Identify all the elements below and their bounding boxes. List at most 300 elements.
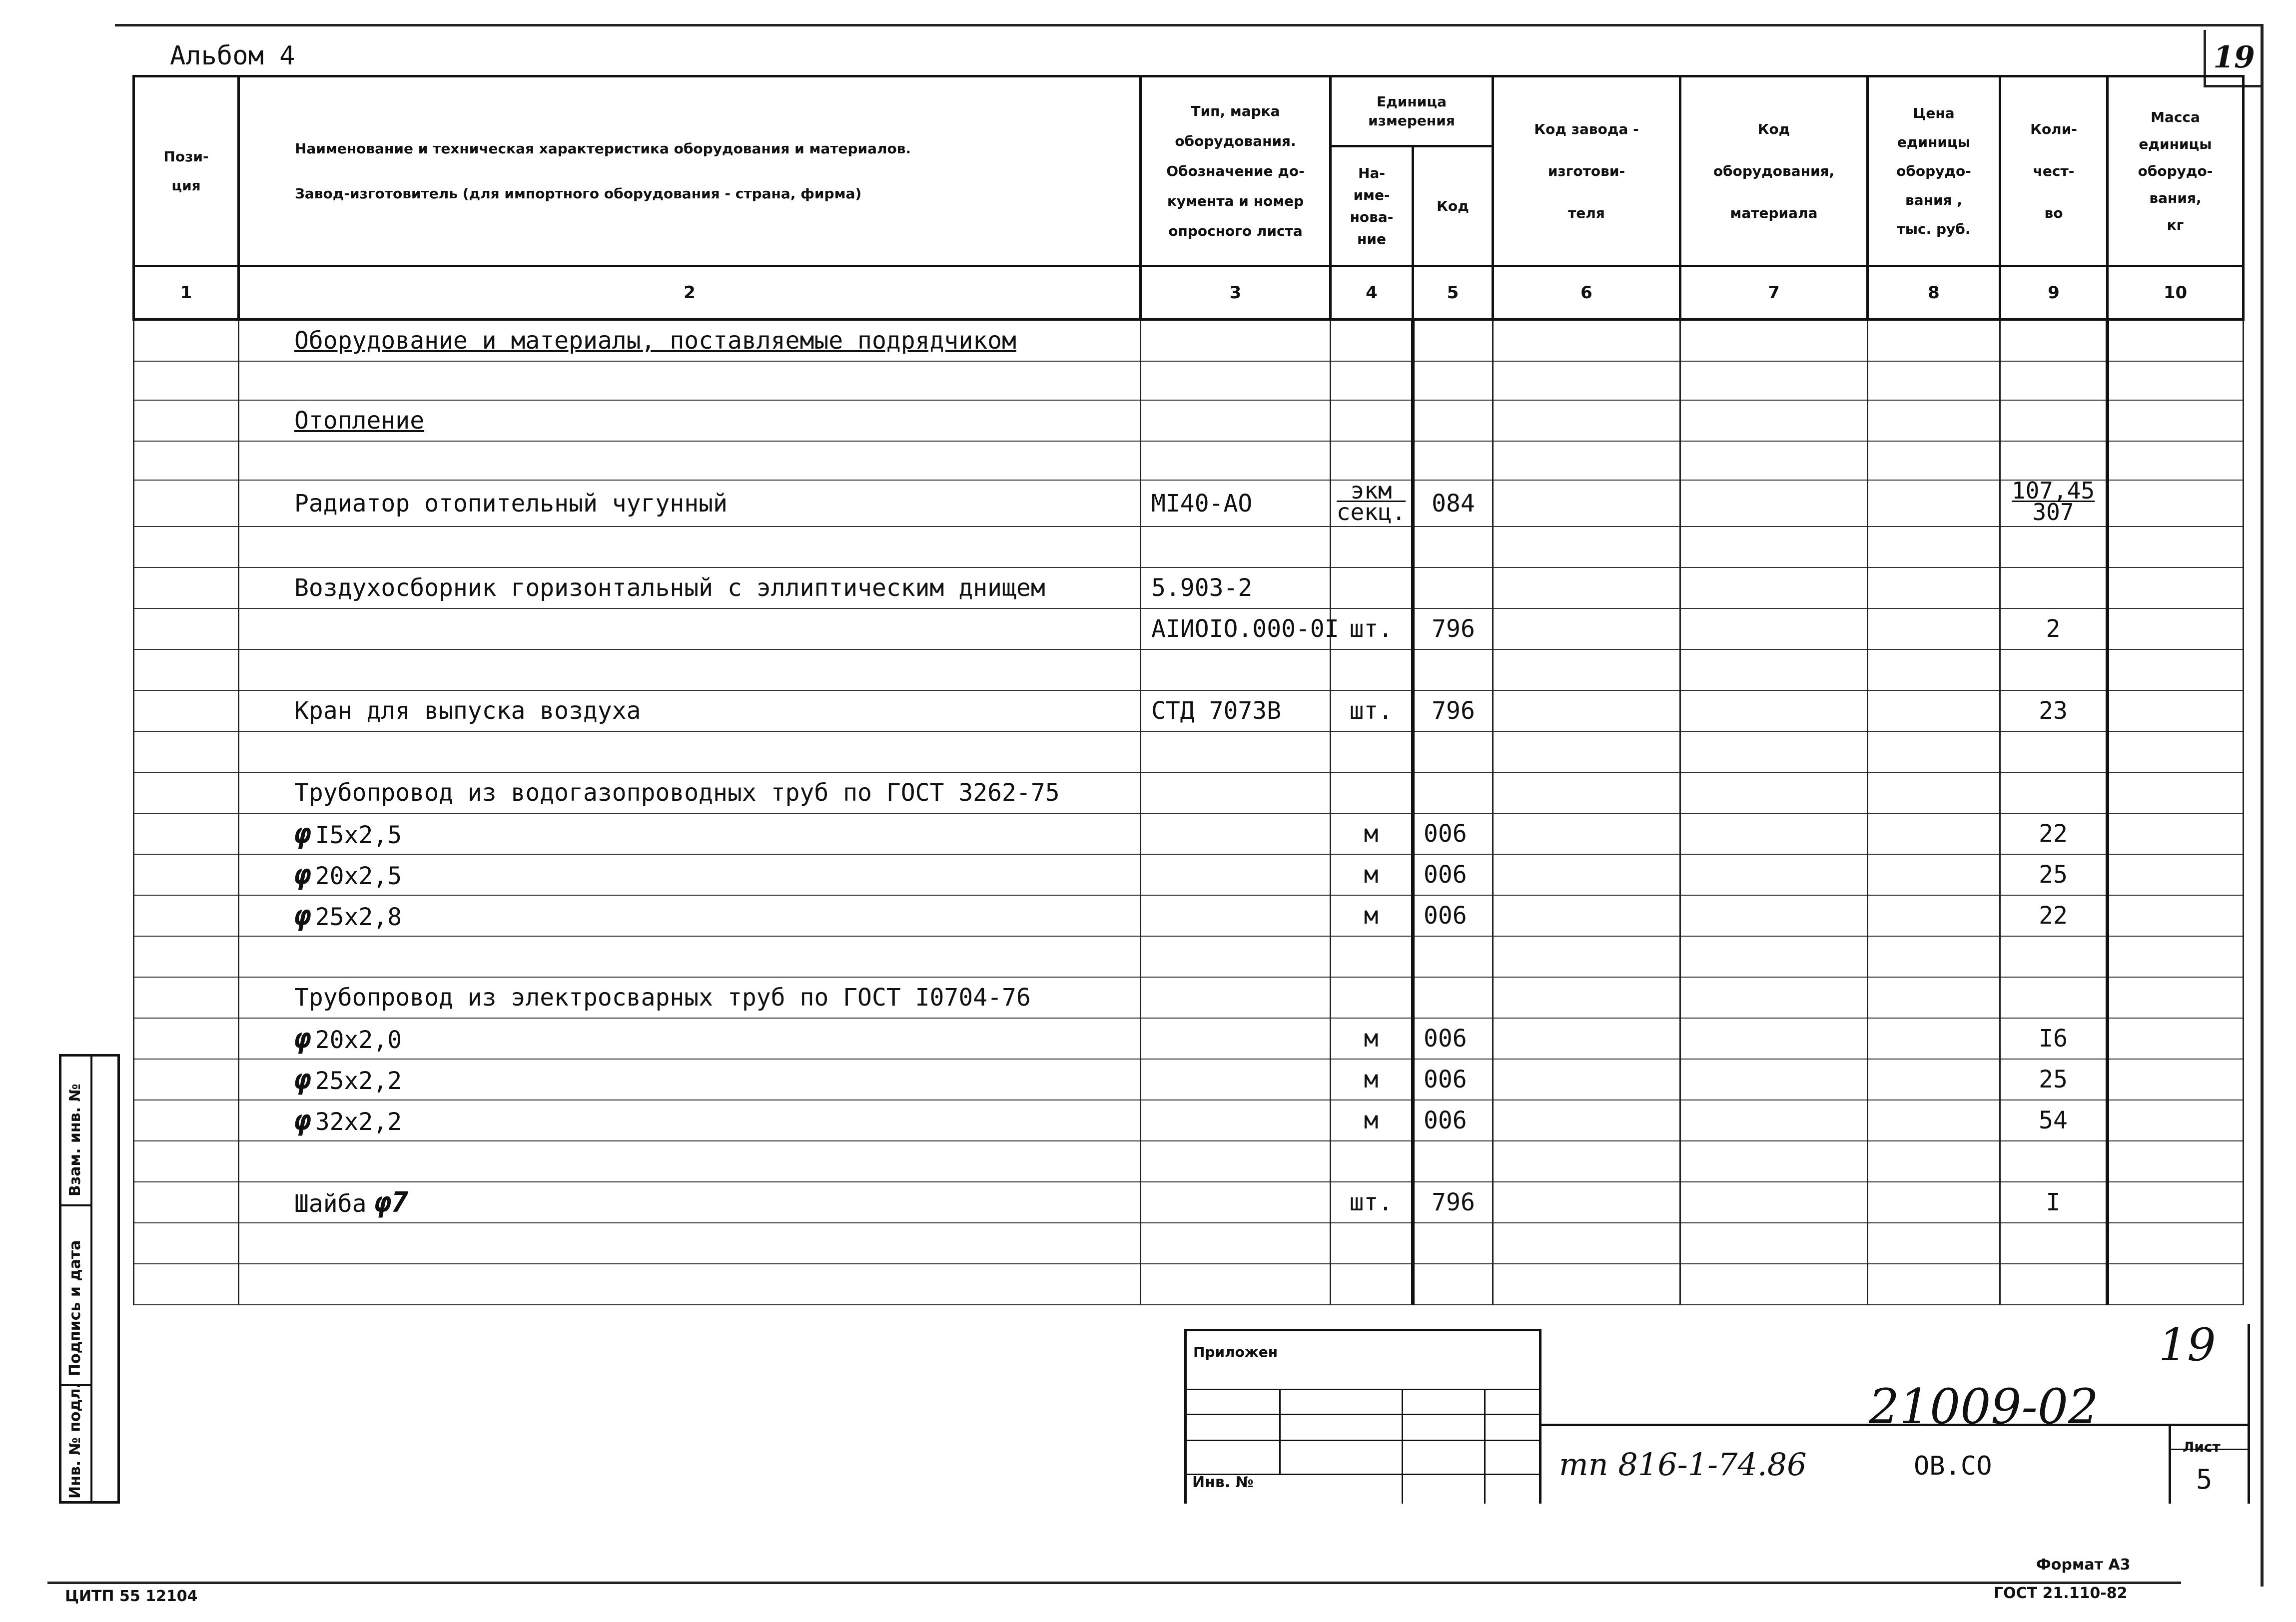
list-value: 5	[2196, 1464, 2213, 1495]
cell-type	[1141, 1182, 1331, 1223]
cell-unit-code: 006	[1413, 1100, 1493, 1141]
cell-mass	[2108, 1141, 2244, 1182]
cell-quantity: 25	[2000, 1059, 2108, 1100]
cell-mass	[2108, 1223, 2244, 1264]
ov-code: ОВ.СО	[1914, 1451, 1992, 1481]
cell-unit-code	[1413, 1141, 1493, 1182]
cell-mass	[2108, 1182, 2244, 1223]
cell-type	[1141, 361, 1331, 400]
cell-unit	[1331, 1223, 1413, 1264]
item-name: Кран для выпуска воздуха	[294, 697, 641, 725]
cell-factory-code	[1493, 400, 1680, 441]
cell-unit-code	[1413, 1223, 1493, 1264]
cell-position	[134, 895, 239, 936]
side-stamp	[59, 1054, 120, 1504]
cell-equipment-code	[1680, 441, 1868, 480]
cell-equipment-code	[1680, 1100, 1868, 1141]
table-row	[134, 690, 2244, 731]
cell-price	[1868, 1264, 2000, 1305]
item-name: Трубопровод из водогазопроводных труб по ГОСТ 3262-75	[294, 779, 1060, 807]
cell-position	[134, 1141, 239, 1182]
cell-unit-code: 006	[1413, 1059, 1493, 1100]
cell-unit	[1331, 400, 1413, 441]
cell-price	[1868, 361, 2000, 400]
pipe-size: 25x2,8	[315, 903, 402, 931]
cell-name	[239, 480, 1141, 527]
cell-factory-code	[1493, 361, 1680, 400]
cell-factory-code	[1493, 1100, 1680, 1141]
cell-quantity	[2000, 361, 2108, 400]
washer-diameter: φ7	[374, 1186, 408, 1219]
cell-factory-code	[1493, 895, 1680, 936]
table-row	[134, 895, 2244, 936]
col-num-9: 9	[2000, 266, 2108, 320]
header-price: Цена единицы оборудо- вания , тыс. руб.	[1868, 76, 2000, 266]
cell-price	[1868, 977, 2000, 1018]
cell-equipment-code	[1680, 1182, 1868, 1223]
cell-factory-code	[1493, 772, 1680, 813]
cell-quantity	[2000, 936, 2108, 977]
cell-unit: шт.	[1331, 690, 1413, 731]
cell-type	[1141, 1018, 1331, 1059]
pipe-size: 25x2,2	[315, 1067, 402, 1095]
cell-equipment-code	[1680, 936, 1868, 977]
cell-unit	[1331, 361, 1413, 400]
cell-type	[1141, 977, 1331, 1018]
cell-type	[1141, 854, 1331, 895]
table-row	[134, 480, 2244, 527]
header-factory-code: Код завода - изготови- теля	[1493, 76, 1680, 266]
cell-position	[134, 441, 239, 480]
cell-factory-code	[1493, 690, 1680, 731]
header-unit-name: На- име- нова- ние	[1331, 146, 1413, 266]
diameter-symbol: φ	[294, 1063, 311, 1096]
cell-name	[239, 690, 1141, 731]
table-row	[134, 441, 2244, 480]
cell-quantity: I6	[2000, 1018, 2108, 1059]
cell-position	[134, 400, 239, 441]
cell-quantity	[2000, 1141, 2108, 1182]
col-num-7: 7	[1680, 266, 1868, 320]
cell-position	[134, 1018, 239, 1059]
header-mass: Масса единицы оборудо- вания, кг	[2108, 76, 2244, 266]
cell-name	[239, 813, 1141, 854]
table-row	[134, 977, 2244, 1018]
cell-mass	[2108, 608, 2244, 649]
inv-no-label: Инв. №	[1192, 1474, 1254, 1491]
cell-equipment-code	[1680, 895, 1868, 936]
cell-equipment-code	[1680, 400, 1868, 441]
cell-equipment-code	[1680, 649, 1868, 690]
cell-unit	[1331, 1141, 1413, 1182]
header-unit-group: Единица измерения	[1331, 76, 1493, 146]
cell-mass	[2108, 1264, 2244, 1305]
cell-mass	[2108, 1100, 2244, 1141]
cell-mass	[2108, 977, 2244, 1018]
cell-name	[239, 608, 1141, 649]
cell-name	[239, 527, 1141, 567]
col-num-10: 10	[2108, 266, 2244, 320]
cell-price	[1868, 1059, 2000, 1100]
cell-unit: м	[1331, 895, 1413, 936]
table-row	[134, 527, 2244, 567]
cell-mass	[2108, 361, 2244, 400]
cell-type	[1141, 772, 1331, 813]
cell-unit-code	[1413, 731, 1493, 772]
diameter-symbol: φ	[294, 817, 311, 850]
cell-mass	[2108, 895, 2244, 936]
specification-table	[132, 75, 2245, 1305]
document-number: 21009-02	[1869, 1379, 2099, 1435]
cell-type	[1141, 400, 1331, 441]
header-unit-code: Код	[1413, 146, 1493, 266]
item-name: Оборудование и материалы, поставляемые подрядчиком	[294, 327, 1016, 355]
qty-top: 107,45	[2011, 477, 2095, 504]
cell-name	[239, 1100, 1141, 1141]
cell-price	[1868, 400, 2000, 441]
cell-equipment-code	[1680, 1264, 1868, 1305]
cell-name	[239, 772, 1141, 813]
table-row	[134, 361, 2244, 400]
cell-position	[134, 1059, 239, 1100]
cell-factory-code	[1493, 1223, 1680, 1264]
cell-name	[239, 854, 1141, 895]
cell-factory-code	[1493, 1059, 1680, 1100]
col-num-1: 1	[134, 266, 239, 320]
table-row	[134, 1141, 2244, 1182]
cell-quantity: 22	[2000, 895, 2108, 936]
diameter-symbol: φ	[294, 899, 311, 932]
cell-name	[239, 1018, 1141, 1059]
cell-type	[1141, 1264, 1331, 1305]
cell-name	[239, 1059, 1141, 1100]
cell-price	[1868, 441, 2000, 480]
qty-bottom: 307	[2032, 499, 2074, 526]
cell-unit	[1331, 649, 1413, 690]
cell-quantity	[2000, 772, 2108, 813]
header-position: Пози- ция	[134, 76, 239, 266]
cell-equipment-code	[1680, 480, 1868, 527]
cell-equipment-code	[1680, 320, 1868, 362]
cell-name	[239, 567, 1141, 608]
cell-position	[134, 567, 239, 608]
cell-unit: м	[1331, 813, 1413, 854]
cell-mass	[2108, 731, 2244, 772]
cell-equipment-code	[1680, 731, 1868, 772]
cell-mass	[2108, 813, 2244, 854]
cell-unit: м	[1331, 1018, 1413, 1059]
cell-quantity	[2000, 477, 2108, 527]
cell-mass	[2108, 400, 2244, 441]
table-row	[134, 1223, 2244, 1264]
cell-equipment-code	[1680, 527, 1868, 567]
title-corner-number: 19	[2159, 1319, 2216, 1371]
side-label-inv-podl: Инв. № подл.	[66, 1382, 84, 1499]
cell-type	[1141, 1100, 1331, 1141]
cell-unit-code	[1413, 936, 1493, 977]
cell-mass	[2108, 441, 2244, 480]
cell-price	[1868, 772, 2000, 813]
cell-unit-code	[1413, 567, 1493, 608]
cell-position	[134, 361, 239, 400]
cell-price	[1868, 936, 2000, 977]
sheet-corner-number: 19	[2204, 30, 2262, 87]
cell-mass	[2108, 320, 2244, 362]
cell-factory-code	[1493, 1182, 1680, 1223]
list-label: Лист	[2183, 1439, 2221, 1455]
cell-position	[134, 1182, 239, 1223]
cell-quantity	[2000, 1264, 2108, 1305]
cell-factory-code	[1493, 1264, 1680, 1305]
cell-unit-code: 006	[1413, 854, 1493, 895]
header-equipment-code: Код оборудования, материала	[1680, 76, 1868, 266]
cell-type: МI40-АО	[1141, 480, 1331, 527]
cell-mass	[2108, 1059, 2244, 1100]
cell-quantity	[2000, 527, 2108, 567]
unit-top: экм	[1337, 481, 1406, 502]
side-label-podpis: Подпись и дата	[66, 1240, 84, 1376]
specification-body	[134, 320, 2244, 1305]
cell-equipment-code	[1680, 1223, 1868, 1264]
cell-name	[239, 977, 1141, 1018]
format-label: Формат А3	[2036, 1556, 2131, 1574]
cell-unit-code	[1413, 441, 1493, 480]
cell-position	[134, 690, 239, 731]
cell-name	[239, 1182, 1141, 1223]
cell-unit: м	[1331, 1059, 1413, 1100]
cell-position	[134, 480, 239, 527]
cell-unit-code	[1413, 772, 1493, 813]
cell-position	[134, 813, 239, 854]
cell-name	[239, 320, 1141, 362]
cell-position	[134, 936, 239, 977]
cell-unit-code: 796	[1413, 690, 1493, 731]
cell-quantity	[2000, 649, 2108, 690]
cell-position	[134, 1264, 239, 1305]
cell-name	[239, 731, 1141, 772]
cell-factory-code	[1493, 649, 1680, 690]
cell-factory-code	[1493, 441, 1680, 480]
cell-price	[1868, 1182, 2000, 1223]
cell-type: АIИОIО.000-0I	[1141, 608, 1331, 649]
col-num-4: 4	[1331, 266, 1413, 320]
side-label-vzam: Взам. инв. №	[66, 1083, 84, 1196]
cell-position	[134, 854, 239, 895]
table-row	[134, 772, 2244, 813]
cell-type	[1141, 895, 1331, 936]
side-cell-vzam	[61, 1057, 90, 1206]
cell-position	[134, 320, 239, 362]
cell-unit-code: 006	[1413, 895, 1493, 936]
cell-name	[239, 361, 1141, 400]
col-num-8: 8	[1868, 266, 2000, 320]
table-row	[134, 1264, 2244, 1305]
cell-quantity	[2000, 1223, 2108, 1264]
cell-position	[134, 1100, 239, 1141]
cell-position	[134, 608, 239, 649]
col-num-6: 6	[1493, 266, 1680, 320]
cell-price	[1868, 690, 2000, 731]
cell-factory-code	[1493, 731, 1680, 772]
item-name: Воздухосборник горизонтальный с эллиптическим днищем	[294, 574, 1045, 602]
cell-price	[1868, 320, 2000, 362]
cell-price	[1868, 567, 2000, 608]
table-row	[134, 400, 2244, 441]
cell-unit	[1331, 527, 1413, 567]
cell-equipment-code	[1680, 690, 1868, 731]
cell-equipment-code	[1680, 361, 1868, 400]
cell-quantity	[2000, 320, 2108, 362]
pipe-size: 20x2,5	[315, 862, 402, 890]
cell-equipment-code	[1680, 1141, 1868, 1182]
cell-mass	[2108, 649, 2244, 690]
cell-unit-code: 006	[1413, 1018, 1493, 1059]
col-num-3: 3	[1141, 266, 1331, 320]
gost-label: ГОСТ 21.110-82	[1994, 1585, 2128, 1602]
cell-quantity: I	[2000, 1182, 2108, 1223]
cell-name	[239, 895, 1141, 936]
cell-quantity: 54	[2000, 1100, 2108, 1141]
cell-quantity	[2000, 441, 2108, 480]
cell-name	[239, 649, 1141, 690]
cell-unit: м	[1331, 854, 1413, 895]
cell-equipment-code	[1680, 772, 1868, 813]
cell-quantity	[2000, 567, 2108, 608]
cell-mass	[2108, 854, 2244, 895]
cell-position	[134, 1223, 239, 1264]
cell-equipment-code	[1680, 854, 1868, 895]
cell-quantity: 2	[2000, 608, 2108, 649]
item-name: Трубопровод из электросварных труб по ГОСТ I0704-76	[294, 984, 1031, 1012]
cell-equipment-code	[1680, 608, 1868, 649]
cell-price	[1868, 1223, 2000, 1264]
cell-unit-code: 796	[1413, 1182, 1493, 1223]
cell-mass	[2108, 567, 2244, 608]
cell-type	[1141, 936, 1331, 977]
prilozhen-label: Приложен	[1193, 1344, 1278, 1360]
cell-factory-code	[1493, 527, 1680, 567]
header-name: Наименование и техническая характеристика оборудования и материалов. Завод-изготовитель (для импортного оборудования - страна, фирма)	[239, 76, 1141, 266]
col-num-5: 5	[1413, 266, 1493, 320]
table-row	[134, 567, 2244, 608]
diameter-symbol: φ	[294, 858, 311, 891]
cell-unit-code: 006	[1413, 813, 1493, 854]
cell-name	[239, 1264, 1141, 1305]
cell-type	[1141, 1223, 1331, 1264]
cell-factory-code	[1493, 608, 1680, 649]
cell-quantity	[2000, 977, 2108, 1018]
header-type: Тип, марка оборудования. Обозначение до- кумента и номер опросного листа	[1141, 76, 1331, 266]
cell-unit-code	[1413, 1264, 1493, 1305]
cell-factory-code	[1493, 567, 1680, 608]
cell-unit	[1331, 567, 1413, 608]
cell-type	[1141, 731, 1331, 772]
cell-price	[1868, 731, 2000, 772]
table-row	[134, 1059, 2244, 1100]
cell-unit-code: 084	[1413, 480, 1493, 527]
cell-mass	[2108, 690, 2244, 731]
cell-price	[1868, 854, 2000, 895]
cell-type	[1141, 1141, 1331, 1182]
item-name: Шайба	[294, 1189, 367, 1218]
cell-type	[1141, 441, 1331, 480]
cell-mass	[2108, 480, 2244, 527]
cell-position	[134, 977, 239, 1018]
cell-equipment-code	[1680, 567, 1868, 608]
diameter-symbol: φ	[294, 1104, 311, 1137]
cell-quantity: 25	[2000, 854, 2108, 895]
album-label: Альбом 4	[170, 41, 295, 71]
table-row	[134, 813, 2244, 854]
cell-name	[239, 1141, 1141, 1182]
cell-unit-code: 796	[1413, 608, 1493, 649]
cell-price	[1868, 895, 2000, 936]
cell-mass	[2108, 527, 2244, 567]
cell-unit-code	[1413, 361, 1493, 400]
citp-label: ЦИТП 55 12104	[65, 1588, 198, 1605]
cell-unit: шт.	[1331, 608, 1413, 649]
bottom-rule	[47, 1582, 2181, 1584]
cell-price	[1868, 608, 2000, 649]
cell-mass	[2108, 1018, 2244, 1059]
cell-type: 5.903-2	[1141, 567, 1331, 608]
unit-bottom: секц.	[1336, 499, 1406, 526]
item-name: Отопление	[294, 407, 425, 435]
col-num-2: 2	[239, 266, 1141, 320]
cell-unit-code	[1413, 527, 1493, 567]
cell-unit-code	[1413, 977, 1493, 1018]
table-row	[134, 936, 2244, 977]
diameter-symbol: φ	[294, 1022, 311, 1055]
cell-unit	[1331, 441, 1413, 480]
cell-factory-code	[1493, 977, 1680, 1018]
pipe-size: 20x2,0	[315, 1026, 402, 1054]
cell-factory-code	[1493, 1018, 1680, 1059]
cell-quantity	[2000, 731, 2108, 772]
cell-unit	[1331, 731, 1413, 772]
cell-quantity: 23	[2000, 690, 2108, 731]
cell-equipment-code	[1680, 977, 1868, 1018]
cell-position	[134, 527, 239, 567]
cell-factory-code	[1493, 320, 1680, 362]
cell-unit	[1331, 1264, 1413, 1305]
cell-type	[1141, 649, 1331, 690]
cell-factory-code	[1493, 854, 1680, 895]
cell-price	[1868, 480, 2000, 527]
cell-name	[239, 441, 1141, 480]
cell-position	[134, 731, 239, 772]
cell-unit-code	[1413, 649, 1493, 690]
cell-unit-code	[1413, 400, 1493, 441]
cell-type	[1141, 1059, 1331, 1100]
cell-unit	[1331, 936, 1413, 977]
item-name: Радиатор отопительный чугунный	[294, 489, 728, 518]
table-row	[134, 320, 2244, 362]
cell-position	[134, 649, 239, 690]
cell-price	[1868, 1100, 2000, 1141]
cell-name	[239, 936, 1141, 977]
table-row	[134, 731, 2244, 772]
cell-factory-code	[1493, 480, 1680, 527]
cell-mass	[2108, 936, 2244, 977]
pipe-size: I5x2,5	[315, 821, 402, 849]
cell-unit	[1331, 977, 1413, 1018]
cell-equipment-code	[1680, 813, 1868, 854]
cell-position	[134, 772, 239, 813]
cell-unit	[1331, 772, 1413, 813]
table-row	[134, 649, 2244, 690]
cell-type	[1141, 320, 1331, 362]
